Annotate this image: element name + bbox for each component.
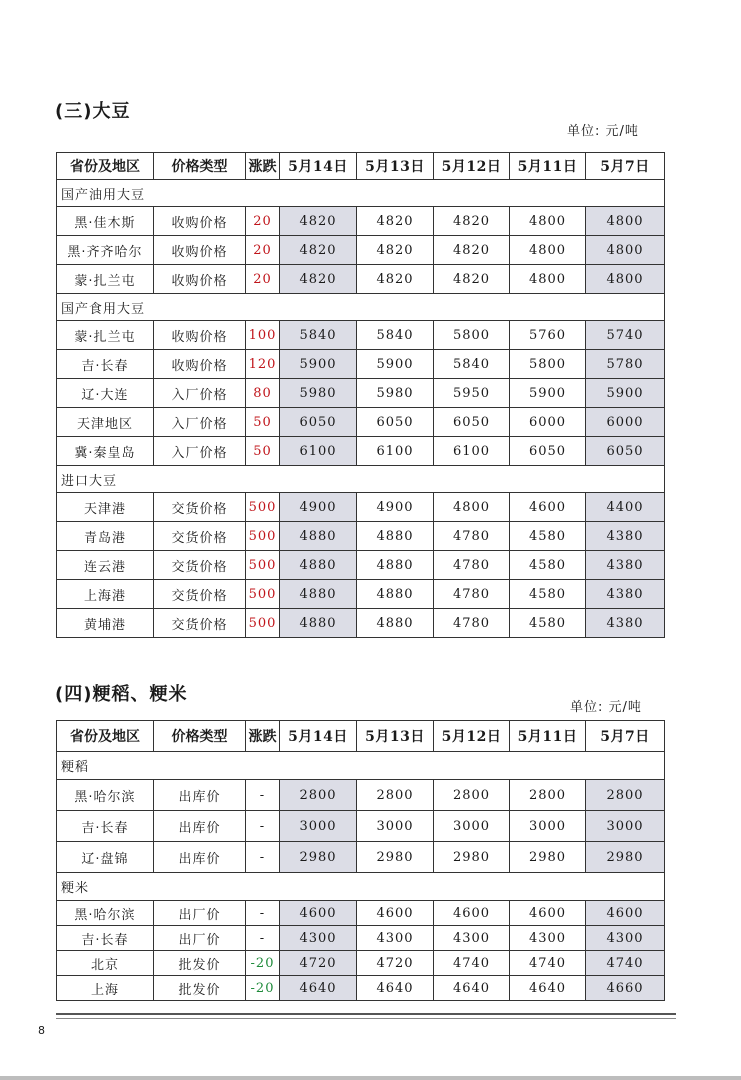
table-row: [57, 976, 665, 1001]
price-cell: 4800: [586, 207, 665, 236]
price-cell: 6050: [510, 437, 586, 466]
column-header: 5月7日: [586, 153, 665, 180]
price-type-cell: 收购价格: [154, 207, 246, 236]
change-cell: 500: [246, 493, 280, 522]
price-cell: 2980: [280, 842, 357, 873]
price-cell: 5980: [280, 379, 357, 408]
change-cell: 20: [246, 236, 280, 265]
price-cell: 6100: [357, 437, 434, 466]
group-label: 国产食用大豆: [57, 294, 665, 321]
change-cell: -: [246, 842, 280, 873]
price-cell: 4580: [510, 522, 586, 551]
column-header: 价格类型: [154, 721, 246, 752]
region-cell: 黑·佳木斯: [57, 207, 154, 236]
group-label: 国产油用大豆: [57, 180, 665, 207]
table-row: [57, 321, 665, 350]
group-label: 粳米: [57, 873, 665, 901]
price-type-cell: 收购价格: [154, 321, 246, 350]
column-header: 省份及地区: [57, 153, 154, 180]
price-cell: 6000: [510, 408, 586, 437]
change-cell: -: [246, 811, 280, 842]
change-cell: 80: [246, 379, 280, 408]
change-cell: -: [246, 780, 280, 811]
change-cell: 500: [246, 609, 280, 638]
price-cell: 4600: [357, 901, 434, 926]
price-cell: 5800: [434, 321, 510, 350]
price-cell: 4880: [357, 580, 434, 609]
region-cell: 青岛港: [57, 522, 154, 551]
change-cell: -20: [246, 951, 280, 976]
price-cell: 4640: [357, 976, 434, 1001]
price-type-cell: 入厂价格: [154, 408, 246, 437]
price-cell: 3000: [586, 811, 665, 842]
price-cell: 4900: [357, 493, 434, 522]
price-cell: 4600: [280, 901, 357, 926]
price-cell: 2980: [357, 842, 434, 873]
price-cell: 6100: [434, 437, 510, 466]
price-cell: 4400: [586, 493, 665, 522]
price-cell: 4800: [586, 236, 665, 265]
region-cell: 蒙·扎兰屯: [57, 321, 154, 350]
group-label: 粳稻: [57, 752, 665, 780]
column-header: 5月12日: [434, 153, 510, 180]
price-cell: 4880: [357, 551, 434, 580]
price-cell: 4300: [510, 926, 586, 951]
price-cell: 2980: [510, 842, 586, 873]
price-cell: 4800: [510, 207, 586, 236]
price-cell: 4820: [357, 236, 434, 265]
price-cell: 4820: [434, 236, 510, 265]
price-type-cell: 收购价格: [154, 265, 246, 294]
column-header: 价格类型: [154, 153, 246, 180]
column-header: 5月11日: [510, 153, 586, 180]
price-cell: 5780: [586, 350, 665, 379]
price-cell: 5740: [586, 321, 665, 350]
price-cell: 2800: [280, 780, 357, 811]
footer-rule-thin: [56, 1018, 676, 1019]
change-cell: 50: [246, 408, 280, 437]
price-cell: 4800: [510, 236, 586, 265]
table-row: [57, 408, 665, 437]
price-cell: 4600: [510, 901, 586, 926]
price-cell: 4380: [586, 580, 665, 609]
price-cell: 6050: [586, 437, 665, 466]
price-cell: 4880: [280, 609, 357, 638]
price-cell: 4880: [357, 522, 434, 551]
price-cell: 6050: [280, 408, 357, 437]
price-cell: 6050: [434, 408, 510, 437]
group-row: [57, 180, 665, 207]
region-cell: 黑·哈尔滨: [57, 780, 154, 811]
table-row: [57, 207, 665, 236]
table-row: [57, 811, 665, 842]
price-cell: 4820: [434, 265, 510, 294]
price-cell: 5900: [357, 350, 434, 379]
table-row: [57, 926, 665, 951]
price-cell: 6000: [586, 408, 665, 437]
region-cell: 天津地区: [57, 408, 154, 437]
region-cell: 天津港: [57, 493, 154, 522]
table-row: [57, 580, 665, 609]
price-cell: 2800: [586, 780, 665, 811]
column-header: 5月11日: [510, 721, 586, 752]
region-cell: 吉·长春: [57, 926, 154, 951]
column-header: 5月13日: [357, 721, 434, 752]
price-cell: 4300: [434, 926, 510, 951]
table-row: [57, 437, 665, 466]
price-cell: 5760: [510, 321, 586, 350]
unit-label-rice: 单位: 元/吨: [570, 700, 642, 715]
change-cell: 500: [246, 551, 280, 580]
page-number: 8: [38, 1024, 45, 1037]
price-cell: 4720: [280, 951, 357, 976]
group-row: [57, 466, 665, 493]
price-type-cell: 出厂价: [154, 901, 246, 926]
price-cell: 5900: [280, 350, 357, 379]
price-cell: 4600: [586, 901, 665, 926]
price-cell: 5840: [357, 321, 434, 350]
price-cell: 5980: [357, 379, 434, 408]
section-title-rice: (四)粳稻、粳米: [55, 684, 188, 705]
price-cell: 4640: [280, 976, 357, 1001]
region-cell: 冀·秦皇岛: [57, 437, 154, 466]
region-cell: 黑·哈尔滨: [57, 901, 154, 926]
table-row: [57, 842, 665, 873]
price-cell: 4880: [280, 551, 357, 580]
price-cell: 5950: [434, 379, 510, 408]
column-header: 5月14日: [280, 721, 357, 752]
group-row: [57, 752, 665, 780]
price-cell: 5840: [434, 350, 510, 379]
column-header: 5月12日: [434, 721, 510, 752]
price-cell: 4380: [586, 551, 665, 580]
price-cell: 5840: [280, 321, 357, 350]
price-cell: 4740: [434, 951, 510, 976]
unit-label-soybean: 单位: 元/吨: [567, 124, 639, 139]
price-cell: 4880: [280, 522, 357, 551]
price-cell: 4780: [434, 609, 510, 638]
price-type-cell: 入厂价格: [154, 379, 246, 408]
price-cell: 4380: [586, 609, 665, 638]
price-cell: 4780: [434, 580, 510, 609]
column-header: 5月7日: [586, 721, 665, 752]
price-cell: 2800: [434, 780, 510, 811]
table-row: [57, 551, 665, 580]
price-cell: 4300: [357, 926, 434, 951]
table-row: [57, 951, 665, 976]
price-cell: 2980: [434, 842, 510, 873]
price-cell: 2800: [357, 780, 434, 811]
price-cell: 4900: [280, 493, 357, 522]
price-type-cell: 出库价: [154, 811, 246, 842]
table-row: [57, 901, 665, 926]
footer-rule-thick: [56, 1013, 676, 1015]
region-cell: 辽·盘锦: [57, 842, 154, 873]
price-cell: 5900: [586, 379, 665, 408]
region-cell: 上海港: [57, 580, 154, 609]
price-cell: 4660: [586, 976, 665, 1001]
price-cell: 5800: [510, 350, 586, 379]
price-cell: 2800: [510, 780, 586, 811]
column-header: 涨跌: [246, 721, 280, 752]
table-row: [57, 522, 665, 551]
price-cell: 4800: [586, 265, 665, 294]
price-cell: 3000: [357, 811, 434, 842]
price-type-cell: 交货价格: [154, 522, 246, 551]
section-title-soybean: (三)大豆: [55, 101, 131, 122]
rice-price-table: [56, 720, 665, 1001]
region-cell: 北京: [57, 951, 154, 976]
bottom-band: [0, 1076, 741, 1080]
price-cell: 4780: [434, 522, 510, 551]
column-header: 涨跌: [246, 153, 280, 180]
price-cell: 4600: [434, 901, 510, 926]
price-cell: 6050: [357, 408, 434, 437]
price-cell: 4740: [586, 951, 665, 976]
region-cell: 上海: [57, 976, 154, 1001]
price-cell: 4820: [280, 265, 357, 294]
price-type-cell: 批发价: [154, 951, 246, 976]
price-cell: 4800: [434, 493, 510, 522]
price-cell: 4380: [586, 522, 665, 551]
column-header: 5月14日: [280, 153, 357, 180]
soybean-price-table: [56, 152, 665, 638]
price-type-cell: 出库价: [154, 842, 246, 873]
price-type-cell: 出库价: [154, 780, 246, 811]
change-cell: 500: [246, 580, 280, 609]
change-cell: 120: [246, 350, 280, 379]
price-cell: 4580: [510, 580, 586, 609]
change-cell: 50: [246, 437, 280, 466]
price-cell: 4880: [357, 609, 434, 638]
region-cell: 蒙·扎兰屯: [57, 265, 154, 294]
group-row: [57, 294, 665, 321]
price-cell: 4600: [510, 493, 586, 522]
price-cell: 4820: [357, 207, 434, 236]
price-type-cell: 出厂价: [154, 926, 246, 951]
price-cell: 4820: [357, 265, 434, 294]
change-cell: 20: [246, 207, 280, 236]
change-cell: -20: [246, 976, 280, 1001]
price-cell: 3000: [510, 811, 586, 842]
price-cell: 4580: [510, 551, 586, 580]
price-cell: 4740: [510, 951, 586, 976]
price-cell: 5900: [510, 379, 586, 408]
region-cell: 黄埔港: [57, 609, 154, 638]
price-type-cell: 交货价格: [154, 493, 246, 522]
region-cell: 吉·长春: [57, 350, 154, 379]
price-cell: 4640: [510, 976, 586, 1001]
price-cell: 6100: [280, 437, 357, 466]
price-type-cell: 交货价格: [154, 580, 246, 609]
table-row: [57, 265, 665, 294]
price-cell: 4800: [510, 265, 586, 294]
price-cell: 4640: [434, 976, 510, 1001]
change-cell: 20: [246, 265, 280, 294]
region-cell: 辽·大连: [57, 379, 154, 408]
price-cell: 2980: [586, 842, 665, 873]
price-cell: 4820: [434, 207, 510, 236]
region-cell: 黑·齐齐哈尔: [57, 236, 154, 265]
table-row: [57, 493, 665, 522]
price-cell: 3000: [280, 811, 357, 842]
group-label: 进口大豆: [57, 466, 665, 493]
column-header: 5月13日: [357, 153, 434, 180]
table-row: [57, 236, 665, 265]
column-header: 省份及地区: [57, 721, 154, 752]
price-type-cell: 收购价格: [154, 350, 246, 379]
change-cell: 100: [246, 321, 280, 350]
table-row: [57, 350, 665, 379]
table-row: [57, 780, 665, 811]
header-row: [57, 721, 665, 752]
price-cell: 3000: [434, 811, 510, 842]
price-type-cell: 入厂价格: [154, 437, 246, 466]
table-row: [57, 609, 665, 638]
price-cell: 4820: [280, 207, 357, 236]
table-row: [57, 379, 665, 408]
price-cell: 4720: [357, 951, 434, 976]
price-cell: 4300: [280, 926, 357, 951]
group-row: [57, 873, 665, 901]
price-cell: 4880: [280, 580, 357, 609]
price-cell: 4780: [434, 551, 510, 580]
price-type-cell: 批发价: [154, 976, 246, 1001]
price-cell: 4820: [280, 236, 357, 265]
price-type-cell: 收购价格: [154, 236, 246, 265]
price-type-cell: 交货价格: [154, 551, 246, 580]
price-cell: 4580: [510, 609, 586, 638]
change-cell: -: [246, 926, 280, 951]
header-row: [57, 153, 665, 180]
change-cell: -: [246, 901, 280, 926]
price-cell: 4300: [586, 926, 665, 951]
region-cell: 连云港: [57, 551, 154, 580]
price-type-cell: 交货价格: [154, 609, 246, 638]
region-cell: 吉·长春: [57, 811, 154, 842]
change-cell: 500: [246, 522, 280, 551]
